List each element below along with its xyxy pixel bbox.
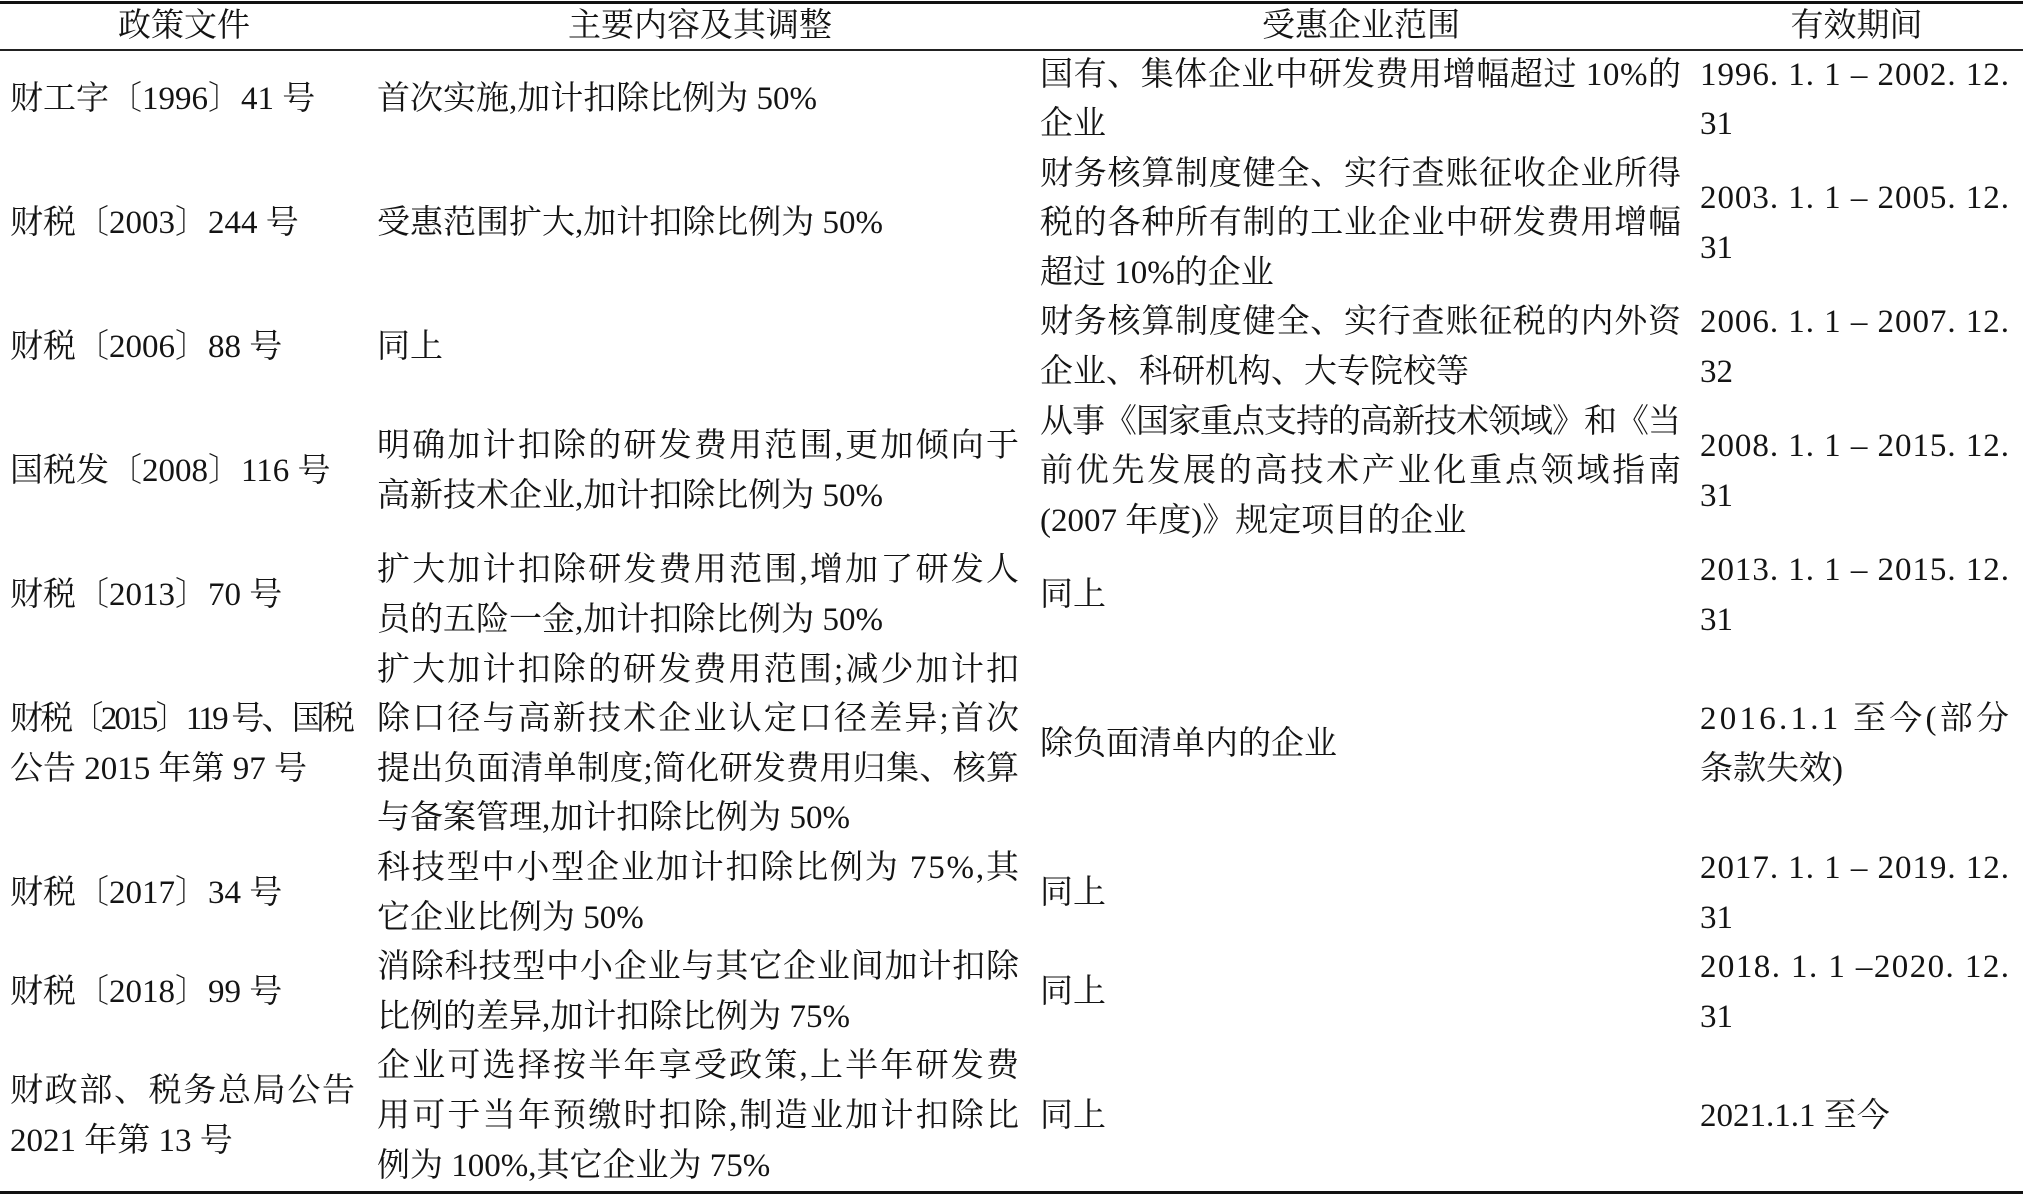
cell-text-line: 用可于当年预缴时扣除,制造业加计扣除比 <box>377 1098 1022 1135</box>
table-row <box>0 546 2023 645</box>
main-content-cell <box>368 546 1032 645</box>
table-row <box>0 150 2023 299</box>
cell-text-line: 财税〔2015〕119 号、国税 <box>10 701 353 738</box>
table-row <box>0 943 2023 1042</box>
policy-document-cell <box>0 943 368 1042</box>
beneficiary-scope-cell <box>1032 1042 1690 1191</box>
cell-text-line: 高新技术企业,加计扣除比例为 50% <box>377 478 883 515</box>
cell-text-line: 财税〔2018〕99 号 <box>10 974 283 1011</box>
cell-text-line: 扩大加计扣除研发费用范围,增加了研发人 <box>377 552 1022 589</box>
main-content-cell <box>368 1042 1032 1191</box>
cell-text-line: 31 <box>1700 602 1733 639</box>
beneficiary-scope-cell <box>1032 51 1690 150</box>
cell-text-line: 财税〔2003〕244 号 <box>10 205 299 242</box>
valid-period-cell <box>1690 546 2023 645</box>
valid-period-cell <box>1690 398 2023 547</box>
cell-text-line: 2006. 1. 1 – 2007. 12. <box>1700 304 2010 341</box>
main-content-cell <box>368 150 1032 299</box>
cell-text-line: 除口径与高新技术企业认定口径差异;首次 <box>377 701 1022 738</box>
cell-text-line: 员的五险一金,加计扣除比例为 50% <box>377 602 883 639</box>
cell-text-line: 企业、科研机构、大专院校等 <box>1040 354 1469 391</box>
cell-text-line: 前优先发展的高技术产业化重点领域指南 <box>1040 453 1684 490</box>
table-row <box>0 51 2023 150</box>
cell-text-line: 企业可选择按半年享受政策,上半年研发费 <box>377 1048 1022 1085</box>
cell-text-line: 2017. 1. 1 – 2019. 12. <box>1700 850 2010 887</box>
header-valid-period <box>1690 4 2023 49</box>
cell-text-line: 同上 <box>1040 577 1106 614</box>
cell-text-line: 与备案管理,加计扣除比例为 50% <box>377 800 850 837</box>
beneficiary-scope-cell <box>1032 646 1690 844</box>
cell-text-line: 32 <box>1700 354 1733 391</box>
cell-text-line: 财税〔2013〕70 号 <box>10 577 283 614</box>
header-beneficiary-scope <box>1032 4 1690 49</box>
cell-text-line: 31 <box>1700 998 1733 1035</box>
main-content-cell <box>368 298 1032 397</box>
cell-text-line: (2007 年度)》规定项目的企业 <box>1040 502 1467 539</box>
main-content-cell <box>368 51 1032 150</box>
policy-document-cell <box>0 646 368 844</box>
header-label: 受惠企业范围 <box>1262 8 1460 44</box>
cell-text-line: 同上 <box>1040 874 1106 911</box>
cell-text-line: 2018. 1. 1 –2020. 12. <box>1700 949 2011 986</box>
cell-text-line: 同上 <box>1040 1098 1106 1135</box>
cell-text-line: 超过 10%的企业 <box>1040 254 1274 291</box>
beneficiary-scope-cell <box>1032 844 1690 943</box>
cell-text-line: 例为 100%,其它企业为 75% <box>377 1147 771 1184</box>
valid-period-cell <box>1690 298 2023 397</box>
main-content-cell <box>368 844 1032 943</box>
policy-document-cell <box>0 298 368 397</box>
policy-document-cell <box>0 150 368 299</box>
cell-text-line: 2003. 1. 1 – 2005. 12. <box>1700 180 2010 217</box>
bottom-rule <box>0 1191 2023 1194</box>
cell-text-line: 它企业比例为 50% <box>377 899 644 936</box>
cell-text-line: 1996. 1. 1 – 2002. 12. <box>1700 56 2010 93</box>
cell-text-line: 条款失效) <box>1700 750 1843 787</box>
cell-text-line: 同上 <box>1040 974 1106 1011</box>
cell-text-line: 比例的差异,加计扣除比例为 75% <box>377 998 850 1035</box>
cell-text-line: 受惠范围扩大,加计扣除比例为 50% <box>377 205 883 242</box>
cell-text-line: 2016.1.1 至今(部分 <box>1700 701 2013 738</box>
cell-text-line: 从事《国家重点支持的高新技术领域》和《当 <box>1040 403 1680 440</box>
valid-period-cell <box>1690 51 2023 150</box>
beneficiary-scope-cell <box>1032 298 1690 397</box>
cell-text-line: 首次实施,加计扣除比例为 50% <box>377 81 817 118</box>
cell-text-line: 同上 <box>377 329 443 366</box>
header-policy-document <box>0 4 368 49</box>
header-label: 主要内容及其调整 <box>568 8 832 44</box>
cell-text-line: 31 <box>1700 230 1733 267</box>
cell-text-line: 财税〔2017〕34 号 <box>10 874 283 911</box>
cell-text-line: 企业 <box>1040 106 1106 143</box>
valid-period-cell <box>1690 646 2023 844</box>
cell-text-line: 税的各种所有制的工业企业中研发费用增幅 <box>1040 205 1682 242</box>
beneficiary-scope-cell <box>1032 943 1690 1042</box>
cell-text-line: 31 <box>1700 899 1733 936</box>
table-row <box>0 844 2023 943</box>
beneficiary-scope-cell <box>1032 150 1690 299</box>
policy-table <box>0 1 2023 1194</box>
header-label: 有效期间 <box>1790 8 1923 44</box>
table-row <box>0 398 2023 547</box>
cell-text-line: 财工字〔1996〕41 号 <box>10 81 316 118</box>
policy-document-cell <box>0 844 368 943</box>
main-content-cell <box>368 943 1032 1042</box>
cell-text-line: 明确加计扣除的研发费用范围,更加倾向于 <box>377 428 1022 465</box>
cell-text-line: 2008. 1. 1 – 2015. 12. <box>1700 428 2010 465</box>
policy-document-cell <box>0 51 368 150</box>
cell-text-line: 31 <box>1700 106 1733 143</box>
cell-text-line: 财务核算制度健全、实行查账征收企业所得 <box>1040 155 1682 192</box>
cell-text-line: 2021 年第 13 号 <box>10 1122 233 1159</box>
valid-period-cell <box>1690 150 2023 299</box>
cell-text-line: 提出负面清单制度;简化研发费用归集、核算 <box>377 750 1020 787</box>
table-row <box>0 298 2023 397</box>
policy-document-cell <box>0 398 368 547</box>
cell-text-line: 2013. 1. 1 – 2015. 12. <box>1700 552 2010 589</box>
header-label: 政策文件 <box>118 8 250 44</box>
cell-text-line: 2021.1.1 至今 <box>1700 1098 1890 1135</box>
beneficiary-scope-cell <box>1032 546 1690 645</box>
cell-text-line: 财税〔2006〕88 号 <box>10 329 283 366</box>
beneficiary-scope-cell <box>1032 398 1690 547</box>
table-row <box>0 1042 2023 1191</box>
header-main-content <box>368 4 1032 49</box>
main-content-cell <box>368 398 1032 547</box>
cell-text-line: 财务核算制度健全、实行查账征税的内外资 <box>1040 304 1682 341</box>
cell-text-line: 除负面清单内的企业 <box>1040 726 1337 763</box>
cell-text-line: 财政部、税务总局公告 <box>10 1073 357 1110</box>
cell-text-line: 科技型中小型企业加计扣除比例为 75%,其 <box>377 850 1021 887</box>
valid-period-cell <box>1690 844 2023 943</box>
valid-period-cell <box>1690 1042 2023 1191</box>
table-row <box>0 646 2023 844</box>
policy-document-cell <box>0 546 368 645</box>
cell-text-line: 31 <box>1700 478 1733 515</box>
cell-text-line: 国税发〔2008〕116 号 <box>10 453 331 490</box>
cell-text-line: 国有、集体企业中研发费用增幅超过 10%的 <box>1040 56 1682 93</box>
cell-text-line: 消除科技型中小企业与其它企业间加计扣除 <box>377 949 1020 986</box>
main-content-cell <box>368 646 1032 844</box>
cell-text-line: 公告 2015 年第 97 号 <box>10 750 307 787</box>
table-header-row <box>0 4 2023 49</box>
valid-period-cell <box>1690 943 2023 1042</box>
cell-text-line: 扩大加计扣除的研发费用范围;减少加计扣 <box>377 651 1022 688</box>
policy-document-cell <box>0 1042 368 1191</box>
